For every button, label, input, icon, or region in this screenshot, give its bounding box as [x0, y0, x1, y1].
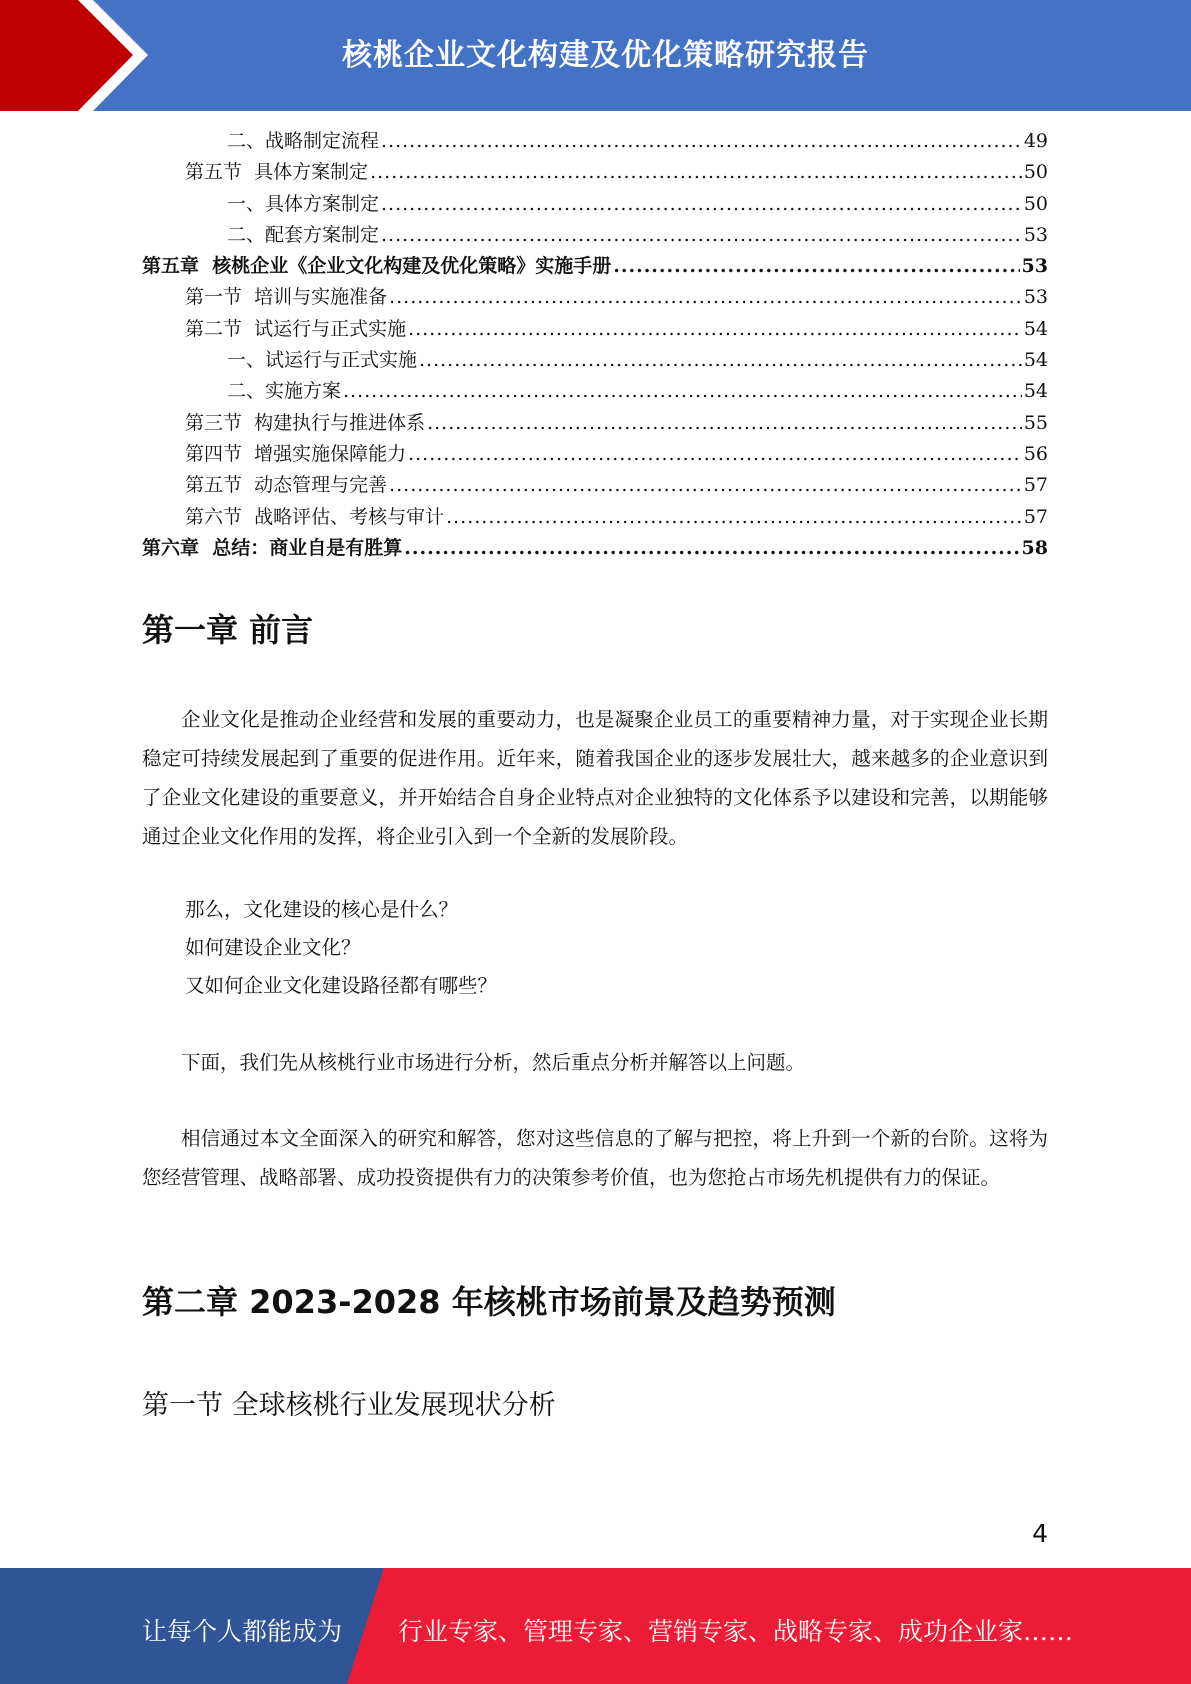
toc-entry-page: 57	[1023, 505, 1048, 528]
toc-entry[interactable]	[142, 189, 1048, 220]
toc-leader-dots	[381, 220, 1022, 251]
toc-entry-title: 二、战略制定流程	[227, 130, 380, 152]
toc-leader-dots	[613, 251, 1019, 282]
toc-entry-page: 53	[1021, 255, 1048, 278]
toc-entry-title: 第五节 动态管理与完善	[185, 474, 388, 497]
toc-entry[interactable]	[142, 314, 1048, 345]
toc-entry-page: 56	[1023, 442, 1048, 465]
toc-entry-title: 第一节 培训与实施准备	[185, 286, 388, 309]
toc-leader-dots	[446, 502, 1022, 533]
page-footer	[0, 1568, 1191, 1684]
toc-leader-dots	[404, 533, 1019, 564]
page-number: 4	[1032, 1519, 1048, 1548]
toc-leader-dots	[408, 439, 1022, 470]
toc-entry-title: 第五章 核桃企业《企业文化构建及优化策略》实施手册	[142, 255, 612, 278]
toc-entry-page: 50	[1023, 161, 1048, 184]
toc-entry-page: 58	[1021, 536, 1048, 559]
toc-entry-title: 第四节 增强实施保障能力	[185, 442, 407, 465]
toc-entry[interactable]	[142, 345, 1048, 376]
toc-entry-title: 二、配套方案制定	[227, 223, 380, 246]
toc-leader-dots	[370, 157, 1022, 188]
question-1: 那么，文化建设的核心是什么？	[185, 898, 459, 921]
toc-entry[interactable]	[142, 533, 1048, 564]
chapter1-paragraph-2: 下面，我们先从核桃行业市场进行分析，然后重点分析并解答以上问题。	[181, 1051, 806, 1074]
toc-entry-page: 53	[1023, 286, 1048, 309]
toc-entry-page: 57	[1023, 474, 1048, 497]
report-title: 核桃企业文化构建及优化策略研究报告	[342, 38, 869, 73]
chapter2-title: 第二章 2023-2028 年核桃市场前景及趋势预测	[142, 1283, 836, 1321]
table-of-contents	[142, 126, 1048, 564]
toc-entry[interactable]	[142, 282, 1048, 313]
toc-leader-dots	[419, 345, 1022, 376]
toc-leader-dots	[381, 189, 1022, 220]
toc-entry-page: 54	[1023, 380, 1048, 403]
toc-entry[interactable]	[142, 439, 1048, 470]
footer-slogan-left: 让每个人都能成为	[142, 1617, 343, 1646]
toc-entry-page: 54	[1023, 349, 1048, 372]
toc-entry[interactable]	[142, 408, 1048, 439]
chapter1-paragraph-1: 企业文化是推动企业经营和发展的重要动力，也是凝聚企业员工的重要精神力量，对于实现企业长期稳定可持续发展起到了重要的促进作用。近年来，随着我国企业的逐步发展壮大，越来越多的企业意识到了企业文化建设的重要意义，并开始结合自身企业特点对企业独特的文化体系予以建设和完善，以期能够通过企业文化作用的发挥，将企业引入到一个全新的发展阶段。	[142, 708, 1048, 848]
toc-entry-title: 第二节 试运行与正式实施	[185, 317, 407, 340]
question-2: 如何建设企业文化？	[185, 936, 361, 959]
toc-entry[interactable]	[142, 220, 1048, 251]
toc-entry-title: 一、试运行与正式实施	[227, 349, 418, 372]
chapter1-paragraph-3: 相信通过本文全面深入的研究和解答，您对这些信息的了解与把控，将上升到一个新的台阶。这将为您经营管理、战略部署、成功投资提供有力的决策参考价值，也为您抢占市场先机提供有力的保证。	[142, 1127, 1048, 1189]
toc-entry[interactable]	[142, 251, 1048, 282]
page-header	[0, 0, 1191, 111]
section1-title: 第一节 全球核桃行业发展现状分析	[142, 1390, 556, 1421]
toc-entry-page: 53	[1023, 223, 1048, 246]
toc-entry-page: 55	[1023, 411, 1048, 434]
toc-entry[interactable]	[142, 126, 1048, 157]
chapter1-title: 第一章 前言	[142, 611, 314, 649]
toc-entry-title: 第三节 构建执行与推进体系	[185, 411, 426, 434]
toc-leader-dots	[389, 282, 1022, 313]
toc-entry-page: 50	[1023, 192, 1048, 215]
toc-entry-title: 第六章 总结：商业自是有胜算	[142, 536, 403, 559]
toc-entry-page: 54	[1023, 317, 1048, 340]
toc-entry-page: 49	[1023, 130, 1048, 152]
toc-entry-title: 二、实施方案	[227, 380, 342, 403]
toc-entry-title: 一、具体方案制定	[227, 192, 380, 215]
question-3: 又如何企业文化建设路径都有哪些？	[185, 974, 498, 997]
toc-entry-title: 第五节 具体方案制定	[185, 161, 369, 184]
toc-entry[interactable]	[142, 502, 1048, 533]
toc-leader-dots	[389, 470, 1022, 501]
toc-leader-dots	[427, 408, 1022, 439]
toc-entry[interactable]	[142, 376, 1048, 407]
toc-entry[interactable]	[142, 470, 1048, 501]
toc-leader-dots	[343, 376, 1022, 407]
toc-leader-dots	[381, 126, 1022, 157]
toc-leader-dots	[408, 314, 1022, 345]
toc-entry[interactable]	[142, 157, 1048, 188]
toc-entry-title: 第六节 战略评估、考核与审计	[185, 505, 445, 528]
footer-slogan-right: 行业专家、管理专家、营销专家、战略专家、成功企业家……	[398, 1617, 1074, 1646]
